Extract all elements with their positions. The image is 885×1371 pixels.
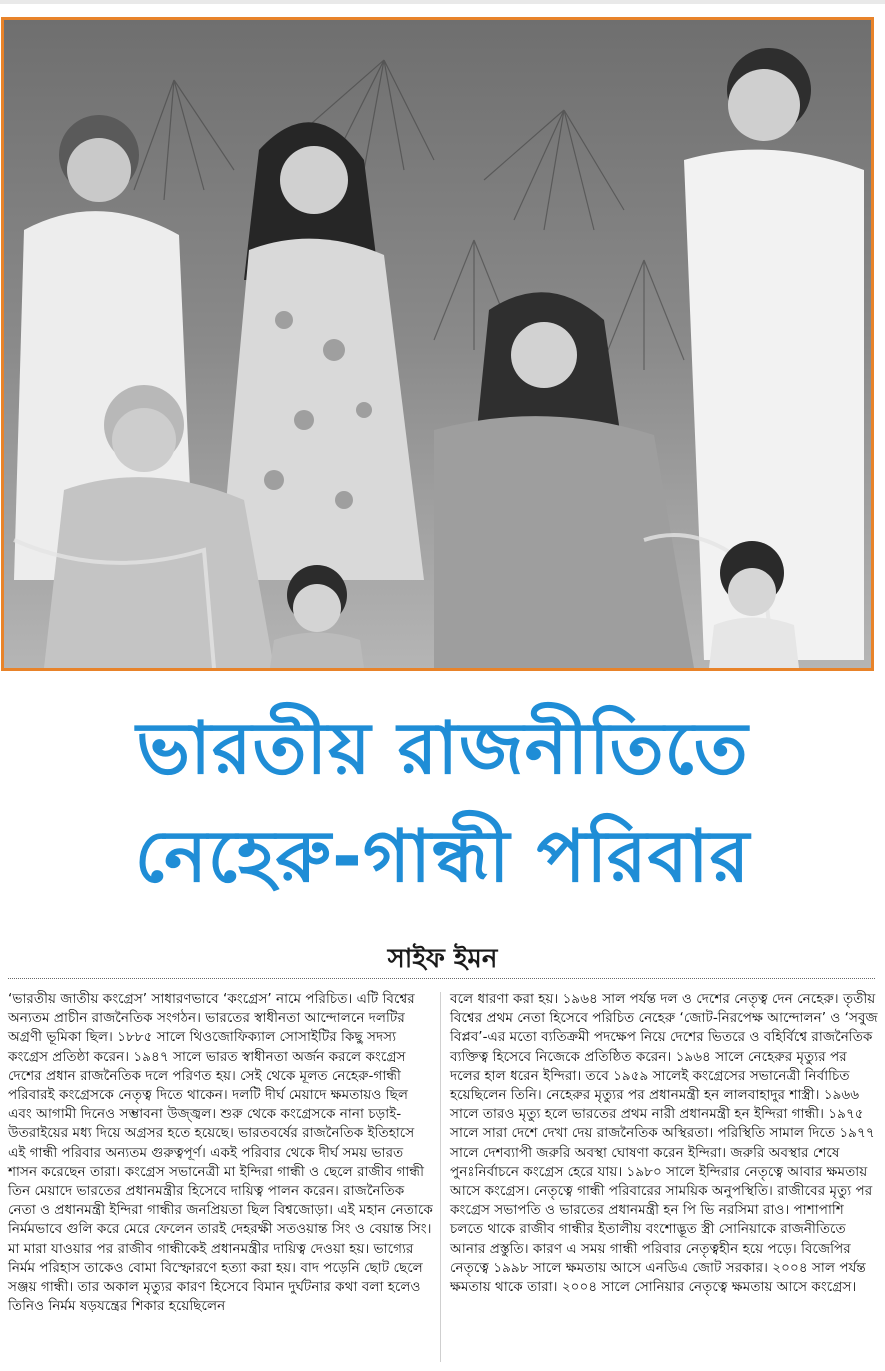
top-rule [0, 0, 885, 4]
article-paragraph-left: ‘ভারতীয় জাতীয় কংগ্রেস’ সাধারণভাবে ‘কংগ্রেস’ নামে পরিচিত। এটি বিশ্বের অন্যতম প্রাচীন রাজনৈতিক সংগঠন। ভারতের স্বাধীনতা আন্দোলনে দলটির অগ্রণী ভূমিকা ছিল। ১৮৮৫ সালে থিওজোফিক্যাল সোসাইটির কিছু সদস্য কংগ্রেস প্রতিষ্ঠা করেন। ১৯৪৭ সালে ভারত স্বাধীনতা অর্জন করলে কংগ্রেস দেশের প্রধান রাজনৈতিক দলে পরিণত হয়। সেই থেকে মূলত নেহেরু-গান্ধী পরিবারই কংগ্রেসকে নেতৃত্ব দিতে থাকেন। দলটি দীর্ঘ মেয়াদে ক্ষমতায়ও ছিল এবং আগামী দিনেও সম্ভাবনা উজ্জ্বল। শুরু থেকে কংগ্রেসকে নানা চড়াই-উতরাইয়ের মধ্য দিয়ে অগ্রসর হতে হয়েছে। ভারতবর্ষের রাজনৈতিক ইতিহাসে এই গান্ধী পরিবার অন্যতম গুরুত্বপূর্ণ। একই পরিবার থেকে দীর্ঘ সময় ভারত শাসন করেছেন তারা। কংগ্রেস সভানেত্রী মা ইন্দিরা গান্ধী ও ছেলে রাজীব গান্ধী তিন মেয়াদে ভারতের প্রধানমন্ত্রীর হিসেবে দায়িত্ব পালন করেন। রাজনৈতিক নেতা ও প্রধানমন্ত্রী ইন্দিরা গান্ধীর জনপ্রিয়তা ছিল বিশ্বজোড়া। এই মহান নেতাকে নির্মমভাবে গুলি করে মেরে ফেলেন তারই দেহরক্ষী সতওয়ান্ত সিং ও বেয়ান্ত সিং। মা মারা যাওয়ার পর রাজীব গান্ধীকেই প্রধানমন্ত্রীর দায়িত্ব দেওয়া হয়। ভাগ্যের নির্মম পরিহাস তাকেও বোমা বিস্ফোরণে হত্যা করা হয়। বাদ পড়েনি ছোট ছেলে সঞ্জয় গান্ধী। তার অকাল মৃত্যুর কারণ হিসেবে বিমান দুর্ঘটনার কথা বলা হলেও তিনিও নির্মম ষড়যন্ত্রের শিকার হয়েছিলেন [8, 991, 433, 1315]
dotted-rule [8, 978, 875, 979]
article-column-right [450, 990, 878, 1297]
column-divider [440, 992, 441, 1362]
family-photo [1, 17, 874, 671]
byline: সাইফ ইমন [387, 944, 498, 974]
family-photo-illustration [4, 20, 871, 668]
headline-line-2: নেহেরু-গান্ধী পরিবার [134, 814, 751, 898]
article-column-left [8, 990, 434, 1316]
article-paragraph-right: বলে ধারণা করা হয়। ১৯৬৪ সাল পর্যন্ত দল ও দেশের নেতৃত্ব দেন নেহেরু। তৃতীয় বিশ্বের প্রথম নেতা হিসেবে পরিচিত নেহেরু ‘জোট-নিরপেক্ষ আন্দোলন’ ও ‘সবুজ বিপ্লব’-এর মতো ব্যতিক্রমী পদক্ষেপ নিয়ে দেশের ভিতরে ও বহির্বিশ্বে রাজনৈতিক ব্যক্তিত্ব হিসেবে নিজেকে প্রতিষ্ঠিত করেন। ১৯৬৪ সালে নেহেরুর মৃত্যুর পর দলের হাল ধরেন ইন্দিরা। তবে ১৯৫৯ সালেই কংগ্রেসের সভানেত্রী নির্বাচিত হয়েছিলেন তিনি। নেহেরুর মৃত্যুর পর প্রধানমন্ত্রী হন লালবাহাদুর শাস্ত্রী। ১৯৬৬ সালে তারও মৃত্যু হলে ভারতের প্রথম নারী প্রধানমন্ত্রী হন ইন্দিরা গান্ধী। ১৯৭৫ সালে সারা দেশে দেখা দেয় রাজনৈতিক অস্থিরতা। পরিস্থিতি সামাল দিতে ১৯৭৭ সালে দেশব্যাপী জরুরি অবস্থা ঘোষণা করেন ইন্দিরা। জরুরি অবস্থার শেষে পুনঃনির্বাচনে কংগ্রেস হেরে যায়। ১৯৮০ সালে ইন্দিরার নেতৃত্বে আবার ক্ষমতায় আসে কংগ্রেস। নেতৃত্বে গান্ধী পরিবারের সাময়িক অনুপস্থিতি। রাজীবের মৃত্যু পর কংগ্রেস সভাপতি ও ভারতের প্রধানমন্ত্রী হন পি ভি নরসিমা রাও। পাশাপাশি চলতে থাকে রাজীব গান্ধীর ইতালীয় বংশোদ্ভূত স্ত্রী সোনিয়াকে রাজনীতিতে আনার প্রস্তুতি। কারণ এ সময় গান্ধী পরিবার নেতৃত্বহীন হয়ে পড়ে। বিজেপির নেতৃত্বে ১৯৯৮ সালে ক্ষমতায় আসে এনডিএ জোট সরকার। ২০০৪ সাল পর্যন্ত ক্ষমতায় থাকে তারা। ২০০৪ সালে সোনিয়ার নেতৃত্বে ক্ষমতায় আসে কংগ্রেস। [450, 991, 878, 1296]
headline-line-1: ভারতীয় রাজনীতিতে [136, 706, 749, 790]
